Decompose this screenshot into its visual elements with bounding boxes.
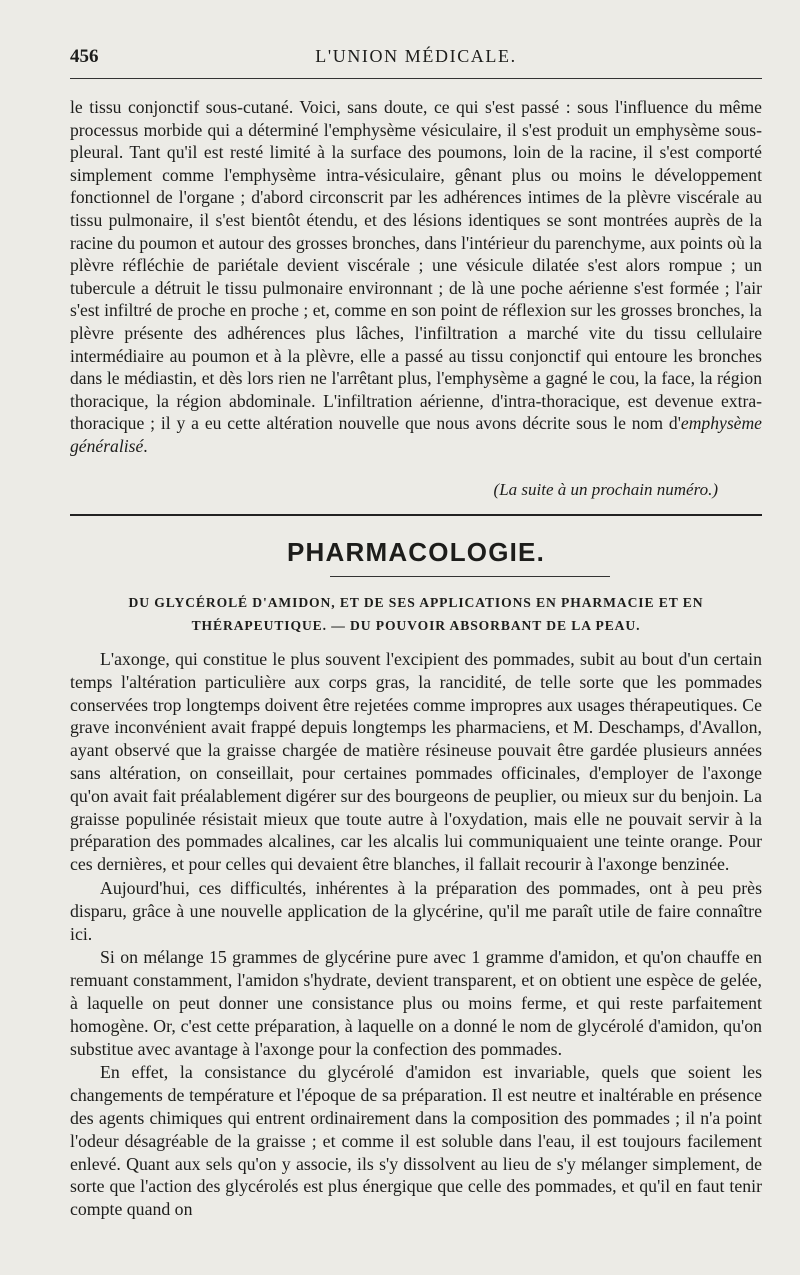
article-paragraph: En effet, la consistance du glycérolé d'amidon est invariable, quels que soient les changements de température et l'époque de sa préparation. Il est neutre et inaltérable en présence des agents chimiques qui entrent ordinairement dans la composition des pommades ; il n'a point l'odeur désagréable de la graisse ; et comme il est soluble dans l'eau, il est toujours facilement enlevé. Quant aux sels qu'on y associe, ils s'y dissolvent au lieu de s'y mélanger simplement, de sorte que l'action des glycérolés est plus énergique que celle des pommades, et qu'il en faut tenir compte quand on	[70, 1062, 762, 1220]
previous-article-text	[70, 96, 762, 458]
intro-text: le tissu conjonctif sous-cutané. Voici, sans doute, ce qui s'est passé : sous l'influence du même processus morbide qui a déterminé l'emphysème vésiculaire, il s'est produit un emphysème sous-pleural. Tant qu'il est resté limité à la surface des poumons, loin de la racine, il s'est comporté simplement comme l'emphysème intra-vésiculaire, gênant plus ou moins le développement fonctionnel de l'organe ; d'abord circonscrit par les adhérences intimes de la plèvre viscérale au tissu pulmonaire, il s'est bientôt étendu, et des lésions identiques se sont montrées auprès de la racine du poumon et autour des grosses bronches, dans l'intérieur du parenchyme, aux points où la plèvre réfléchie de pariétale devient viscérale ; une vésicule dilatée s'est alors rompue ; un tubercule a détruit le tissu pulmonaire environnant ; de là une poche aérienne s'est formée ; l'air s'est infiltré de proche en proche ; et, comme en son point de réflexion sur les grosses bronches, la plèvre présente des adhérences plus lâches, l'infiltration a marché vite du tissu cellulaire intermédiaire au poumon et à la plèvre, elle a passé au tissu conjonctif qui entoure les bronches dans le médiastin, et dès lors rien ne l'arrêtant plus, l'emphysème a gagné le cou, la face, la région thoracique, la région abdominale. L'infiltration aérienne, d'intra-thoracique, est devenue extra-thoracique ; il y a eu cette altération nouvelle que nous avons décrite sous le nom d'	[70, 97, 762, 434]
page-number: 456	[70, 46, 99, 67]
continued-note: (La suite à un prochain numéro.)	[493, 480, 718, 499]
section-title: PHARMACOLOGIE.	[286, 537, 546, 567]
journal-title: L'UNION MÉDICALE.	[315, 46, 517, 66]
intro-end: .	[143, 435, 148, 456]
article-paragraph: Aujourd'hui, ces difficultés, inhérentes à la préparation des pommades, ont à peu près disparu, grâce à une nouvelle application de la glycérine, qu'il me paraît utile de faire connaître ici.	[70, 877, 762, 944]
article-paragraph: Si on mélange 15 grammes de glycérine pure avec 1 gramme d'amidon, et qu'on chauffe en remuant constamment, l'amidon s'hydrate, devient transparent, et on obtient une espèce de gelée, à laquelle on peut donner une consistance plus ou moins ferme, et qui reste parfaitement homogène. Or, c'est cette préparation, à laquelle on a donné le nom de glycérolé d'amidon, qu'on substitue avec avantage à l'axonge pour la confection des pommades.	[70, 947, 762, 1059]
section-divider	[70, 514, 762, 516]
header-rule	[70, 78, 762, 79]
intro-emphasis: emphysème généralisé	[70, 413, 762, 456]
article-body	[70, 648, 762, 1222]
article-title: DU GLYCÉROLÉ D'AMIDON, ET DE SES APPLICATIONS EN PHARMACIE ET EN THÉRAPEUTIQUE. — DU POUVOIR ABSORBANT DE LA PEAU.	[128, 595, 704, 633]
running-header	[70, 46, 762, 74]
intro-paragraph	[70, 96, 762, 458]
article-paragraph: L'axonge, qui constitue le plus souvent l'excipient des pommades, subit au bout d'un certain temps l'altération particulière aux corps gras, la rancidité, de telle sorte que les pommades conservées trop longtemps doivent être rejetées comme impropres aux usages thérapeutiques. Ce grave inconvénient avait frappé depuis longtemps les pharmaciens, et M. Deschamps, d'Avallon, ayant observé que la graisse chargée de matière résineuse pouvait être gardée plusieurs années sans altération, on conseillait, pour certaines pommades officinales, d'employer de l'axonge qu'on avait fait préalablement digérer sur des bourgeons de peuplier, ou mieux sur du benjoin. La graisse populinée résistait mieux que toute autre à l'oxydation, mais elle ne pouvait servir à la préparation des pommades alcalines, car les alcalis lui communiquaient une teinte orange. Pour ces dernières, et pour celles qui devaient être blanches, il fallait recourir à l'axonge benzinée.	[70, 649, 762, 875]
section-title-rule	[330, 576, 610, 577]
